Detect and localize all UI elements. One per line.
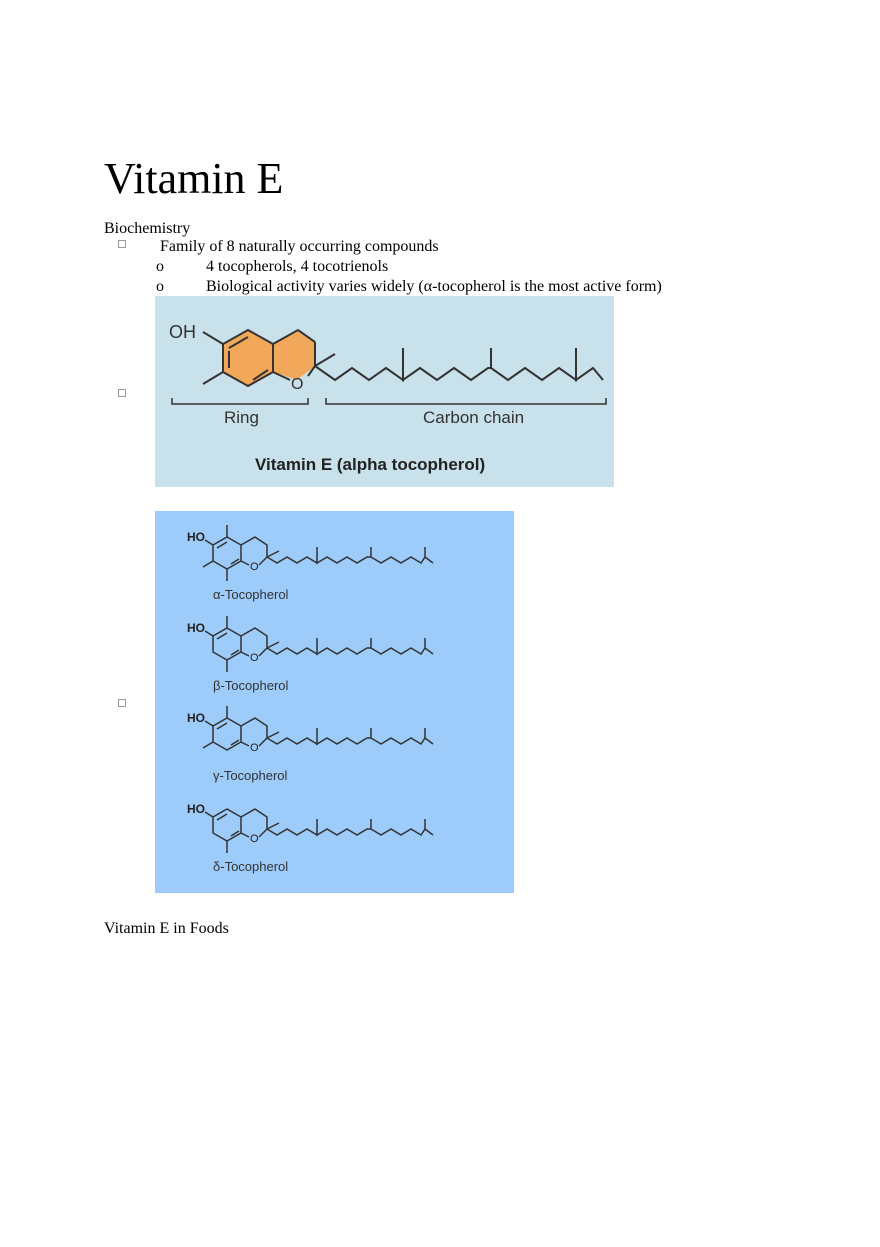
structure-name: β-Tocopherol (213, 678, 289, 693)
oh-label: OH (169, 322, 196, 342)
sub-bullet-text: 4 tocopherols, 4 tocotrienols (206, 258, 389, 275)
sub-bullet-marker: o (156, 278, 164, 295)
page-title: Vitamin E (104, 154, 284, 203)
ring-label: Ring (224, 408, 259, 427)
structure-name: α-Tocopherol (213, 587, 289, 602)
figure-alpha-tocopherol (155, 296, 614, 487)
bullet-box-icon (118, 699, 126, 707)
ho-label: HO (187, 711, 205, 725)
structure-name: γ-Tocopherol (213, 768, 288, 783)
ring-oxygen-label: O (250, 742, 259, 754)
bullet-box-icon (118, 240, 126, 248)
ho-label: HO (187, 530, 205, 544)
ring-oxygen-label: O (250, 561, 259, 573)
section-heading-biochemistry: Biochemistry (104, 220, 191, 237)
section-heading-foods: Vitamin E in Foods (104, 920, 229, 937)
ring-oxygen-label: O (250, 833, 259, 845)
alpha-tocopherol-structure (155, 296, 614, 487)
structure-name: δ-Tocopherol (213, 859, 289, 874)
carbon-chain-label: Carbon chain (423, 408, 525, 427)
sub-bullet-marker: o (156, 258, 164, 275)
figure1-caption: Vitamin E (alpha tocopherol) (255, 455, 486, 474)
ho-label: HO (187, 802, 205, 816)
figure-tocopherol-family (155, 511, 514, 893)
ring-oxygen-label: O (250, 652, 259, 664)
ho-label: HO (187, 621, 205, 635)
tocopherol-structures (155, 511, 514, 893)
ring-oxygen-label: O (291, 376, 304, 393)
figure-background (155, 511, 514, 893)
bullet-text: Family of 8 naturally occurring compounds (160, 238, 439, 255)
bullet-box-icon (118, 389, 126, 397)
sub-bullet-text: Biological activity varies widely (α-tocopherol is the most active form) (206, 278, 662, 295)
